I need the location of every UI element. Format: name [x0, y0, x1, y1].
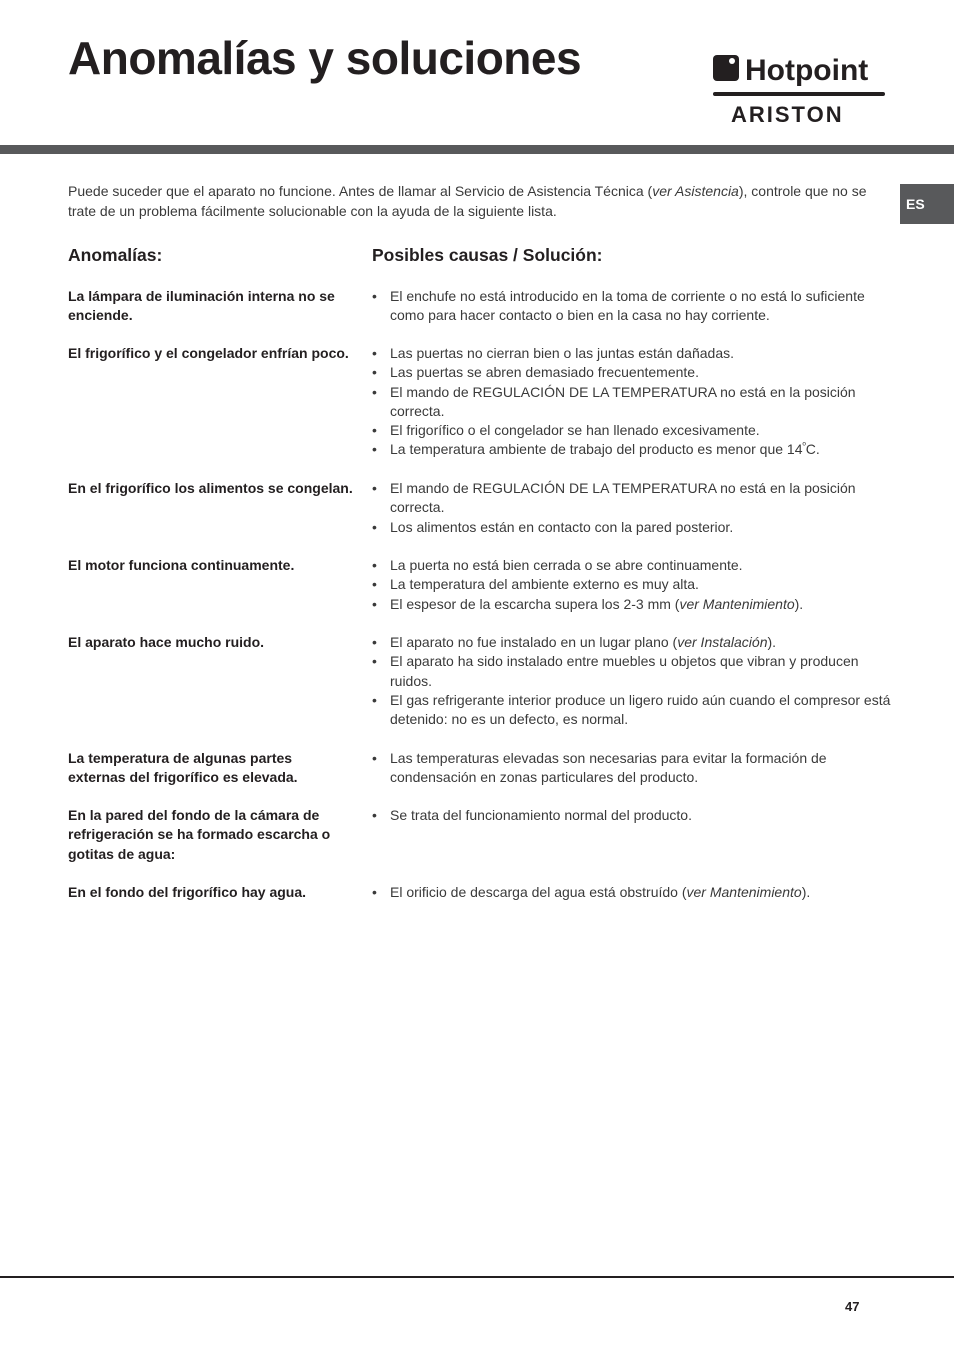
bullet: •: [372, 807, 377, 823]
intro-text-end: ), controle que no se trate de un problema fácilmente solucionable con la ayuda de la siguiente lista.: [68, 183, 867, 219]
bullet: •: [372, 383, 377, 400]
hotpoint-ariston-logo-graphic: [711, 50, 887, 126]
intro-text-start: Puede suceder que el aparato no funcione. Antes de llamar al Servicio de Asistencia Técnica (: [68, 183, 653, 199]
cause-text: El frigorífico o el congelador se han llenado excesivamente.: [390, 422, 760, 439]
cause-text: El espesor de la escarcha supera los 2-3 mm (: [390, 595, 680, 612]
cause-text-end: ).: [801, 884, 811, 900]
footer-rule: [0, 1276, 954, 1278]
cause-item: [372, 518, 892, 537]
cause-text: El aparato ha sido instalado entre muebles u objetos que vibran y producen ruidos.: [390, 653, 859, 689]
cause-list: [372, 633, 892, 729]
cause-text-end: ).: [794, 595, 804, 612]
svg-text:Hotpoint: Hotpoint: [745, 54, 869, 87]
cause-item: [372, 344, 892, 363]
cause-item: [372, 691, 892, 730]
cause-text: El aparato no fue instalado en un lugar plano (: [390, 634, 678, 650]
svg-text:ARISTON: ARISTON: [731, 102, 844, 126]
bullet: •: [372, 691, 377, 708]
cause-item: [372, 749, 892, 788]
problem-text: El frigorífico y el congelador enfrían poco.: [68, 345, 349, 361]
cause-text: El orificio de descarga del agua está obstruído (: [390, 884, 687, 900]
cause-item: [372, 806, 892, 825]
cause-item: [372, 421, 892, 440]
anomalies-heading: Anomalías:: [68, 245, 163, 265]
intro-reference: ver Asistencia: [652, 183, 739, 199]
causes-heading: Posibles causas / Solución:: [372, 245, 603, 265]
cause-text: Las puertas se abren demasiado frecuentemente.: [390, 364, 699, 381]
cause-list: [372, 556, 892, 614]
bullet: •: [372, 576, 377, 593]
cause-text: La puerta no está bien cerrada o se abre continuamente.: [390, 557, 743, 573]
bullet: •: [372, 634, 377, 650]
cause-item: [372, 440, 892, 459]
page-number: 47: [845, 1299, 860, 1314]
cause-item: [372, 479, 892, 518]
problem-text: El motor funciona continuamente.: [68, 557, 295, 573]
bullet: •: [372, 653, 377, 670]
cause-text: La temperatura del ambiente externo es muy alta.: [390, 576, 699, 593]
bullet: •: [372, 480, 377, 496]
cause-list: [372, 749, 892, 788]
intro-paragraph: [68, 181, 888, 221]
header-rule: [0, 145, 954, 154]
cause-text: Se trata del funcionamiento normal del producto.: [390, 807, 692, 823]
cause-text-end: ).: [767, 634, 777, 650]
problem-text: En la pared del fondo de la cámara de refrigeración se ha formado escarcha o gotitas de agua:: [68, 807, 331, 862]
cause-text: El mando de REGULACIÓN DE LA TEMPERATURA no está en la posición correcta.: [390, 480, 856, 516]
cause-text: El mando de REGULACIÓN DE LA TEMPERATURA no está en la posición correcta.: [390, 383, 856, 419]
cause-list: [372, 883, 892, 902]
bullet: •: [372, 441, 377, 458]
cause-list: [372, 479, 892, 537]
problem-text: La temperatura de algunas partes externas del frigorífico es elevada.: [68, 750, 298, 786]
cause-text: La temperatura ambiente de trabajo del producto es menor que 14: [390, 441, 803, 458]
bullet: •: [372, 595, 377, 612]
cause-item: [372, 287, 892, 326]
cause-item: [372, 652, 892, 691]
bullet: •: [372, 422, 377, 439]
cause-list: [372, 344, 892, 460]
language-tab: ES: [900, 184, 954, 224]
cause-text: Las puertas no cierran bien o las juntas están dañadas.: [390, 345, 735, 361]
problem-text: El aparato hace mucho ruido.: [68, 634, 265, 650]
bullet: •: [372, 557, 377, 573]
cause-reference: ver Instalación: [677, 634, 768, 650]
problem-text: En el fondo del frigorífico hay agua.: [68, 884, 307, 900]
bullet: •: [372, 345, 377, 361]
problem-text: La lámpara de iluminación interna no se enciende.: [68, 288, 335, 324]
cause-item: [372, 883, 892, 902]
cause-item: [372, 633, 892, 652]
cause-text: Los alimentos están en contacto con la pared posterior.: [390, 518, 734, 535]
cause-item: [372, 575, 892, 594]
cause-item: [372, 383, 892, 422]
cause-item: [372, 595, 892, 614]
page-title: Anomalías y soluciones: [68, 32, 582, 84]
cause-reference: ver Mantenimiento: [679, 595, 795, 612]
bullet: •: [372, 884, 377, 900]
bullet: •: [372, 288, 377, 304]
cause-list: [372, 806, 892, 825]
cause-text: Las temperaturas elevadas son necesarias para evitar la formación de condensación en zonas particulares del producto.: [390, 750, 827, 786]
cause-item: [372, 363, 892, 382]
cause-text-end: C.: [805, 441, 820, 458]
cause-item: [372, 556, 892, 575]
cause-text: El enchufe no está introducido en la toma de corriente o no está lo suficiente como para hacer contacto o bien en la casa no hay corriente.: [390, 288, 865, 324]
cause-list: [372, 287, 892, 326]
bullet: •: [372, 750, 377, 766]
problem-text: En el frigorífico los alimentos se congelan.: [68, 480, 353, 496]
degree-sign: º: [802, 440, 806, 451]
bullet: •: [372, 364, 377, 381]
cause-reference: ver Mantenimiento: [686, 884, 802, 900]
cause-text: El gas refrigerante interior produce un ligero ruido aún cuando el compresor está detenido: no es un defecto, es normal.: [390, 691, 891, 728]
bullet: •: [372, 518, 377, 535]
hotpoint-ariston-logo: [711, 50, 887, 126]
